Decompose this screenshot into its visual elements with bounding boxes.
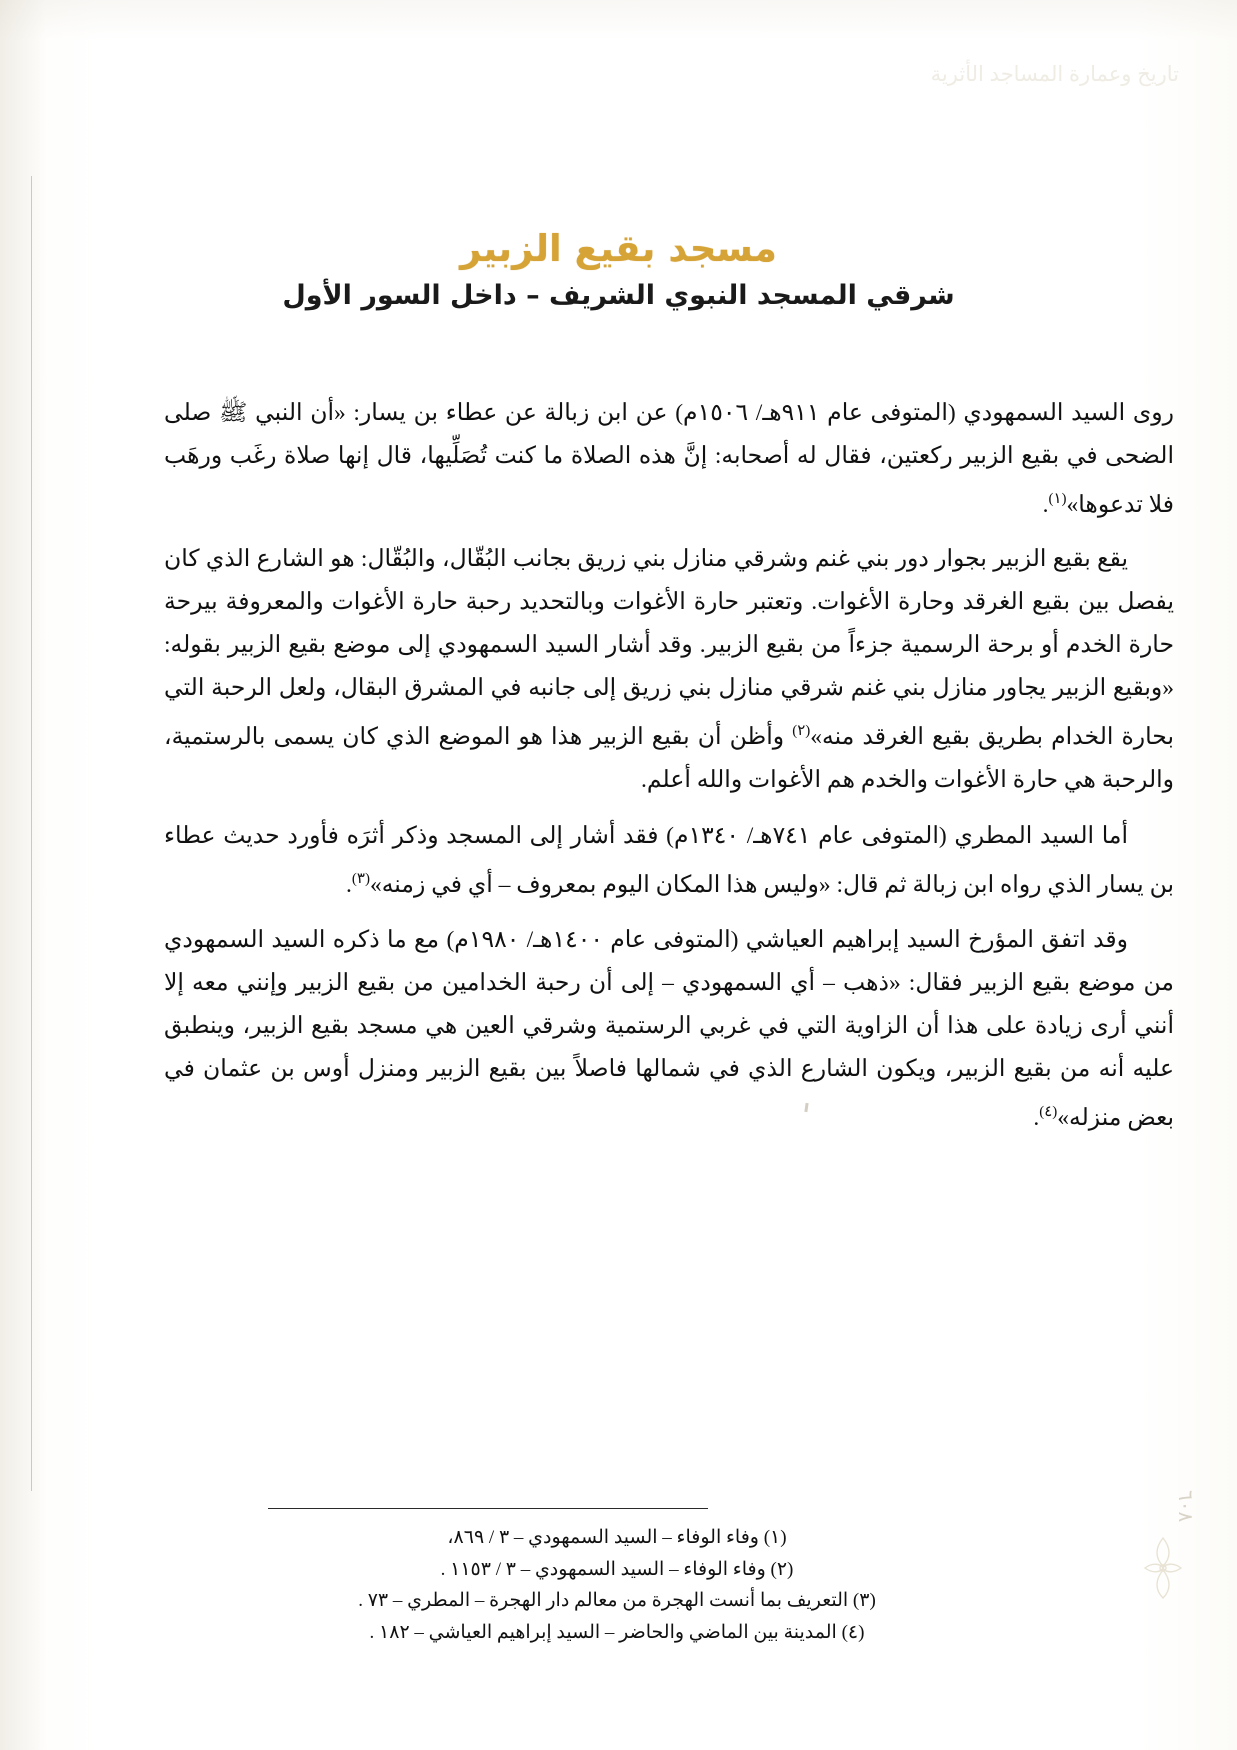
paragraph-4-text: وقد اتفق المؤرخ السيد إبراهيم العياشي (المتوفى عام ١٤٠٠هـ/ ١٩٨٠م) مع ما ذكره السيد السمهودي من موضع بقيع الزبير فقال: «ذهب – أي السمهودي – إلى أن رحبة الخدامين من بقيع الزبير وإنني معه إلا أنني أرى زيادة على هذا أن الزاوية التي في غربي الرستمية وشرقي العين هي مسجد بقيع الزبير، وينطبق عليه أنه من بقيع الزبير، ويكون الشارع الذي في شمالها فاصلاً بين بقيع الزبير ومنزل أوس بن عثمان في بعض منزله» [164, 927, 1174, 1132]
scan-shading-top [0, 0, 1237, 40]
page-title: مسجد بقيع الزبير [460, 227, 777, 270]
page-subtitle: شرقي المسجد النبوي الشريف – داخل السور الأول [282, 279, 955, 311]
paragraph-3 [164, 815, 1174, 907]
paragraph-4 [164, 919, 1174, 1140]
paragraph-3-text: أما السيد المطري (المتوفى عام ٧٤١هـ/ ١٣٤٠م) فقد أشار إلى المسجد وذكر أثرَه فأورد حديث عطاء بن يسار الذي رواه ابن زبالة ثم قال: «وليس هذا المكان اليوم بمعروف – أي في زمنه» [164, 822, 1174, 898]
body-text-column [164, 392, 1174, 1153]
page-number: ٦٠٨ [1174, 1489, 1196, 1522]
decorative-ornament-icon [1141, 1536, 1185, 1600]
paragraph-3-tail: . [346, 871, 352, 898]
paragraph-4-tail: . [1033, 1105, 1040, 1132]
paragraph-1-tail: . [1042, 491, 1049, 518]
title-block [0, 228, 1237, 312]
gutter-rule [31, 176, 32, 1491]
paragraph-2-tail: وأظن أن بقيع الزبير هذا هو الموضع الذي كان يسمى بالرستمية، والرحبة هي حارة الأغوات والخدم هم الأغوات والله أعلم. [164, 723, 1174, 793]
footnote-ref-1: (١) [1048, 491, 1067, 507]
footnote-item: (١) وفاء الوفاء – السيد السمهودي – ٣ / ٨٦٩، [447, 1527, 787, 1548]
footnote-separator-rule [268, 1508, 708, 1509]
paragraph-2-text: يقع بقيع الزبير بجوار دور بني غنم وشرقي منازل بني زريق بجانب البُقّال، والبُقّال: هو الشارع الذي كان يفصل بين بقيع الغرقد وحارة الأغوات. وتعتبر حارة الأغوات وبالتحديد رحبة حارة الأغوات والمعروفة بيرحة حارة الخدم أو برحة الرسمية جزءاً من بقيع الزبير. وقد أشار السيد السمهودي إلى موضع بقيع الزبير بقوله: «وبقيع الزبير يجاور منازل بني غنم شرقي منازل بني زريق إلى جانبه في المشرق البقال، ولعل الرحبة التي بحارة الخدام بطريق بقيع الغرقد منه» [164, 545, 1174, 750]
footnote-ref-4: (٤) [1039, 1104, 1058, 1121]
footnote-ref-2: (٢) [792, 722, 811, 739]
paragraph-1 [164, 392, 1174, 527]
running-header: تاريخ وعمارة المساجد الأثرية [930, 63, 1179, 86]
footnote-ref-3: (٣) [351, 870, 370, 887]
paragraph-2 [164, 538, 1174, 802]
footnote-item: (٣) التعريف بما أنست الهجرة من معالم دار الهجرة – المطري – ٧٣ . [358, 1590, 876, 1611]
footnote-item: (٢) وفاء الوفاء – السيد السمهودي – ٣ / ١١٥٣ . [440, 1558, 794, 1580]
footnote-item: (٤) المدينة بين الماضي والحاضر – السيد إبراهيم العياشي – ١٨٢ . [369, 1621, 865, 1643]
paragraph-1-text: روى السيد السمهودي (المتوفى عام ٩١١هـ/ ١٥٠٦م) عن ابن زبالة عن عطاء بن يسار: «أن النبي ﷺ صلى الضحى في بقيع الزبير ركعتين، فقال له أصحابه: إنَّ هذه الصلاة ما كنت تُصَلِّيها، قال إنها صلاة رغَب ورهَب فلا تدعوها» [164, 400, 1174, 518]
footnotes-block [147, 1522, 1087, 1648]
